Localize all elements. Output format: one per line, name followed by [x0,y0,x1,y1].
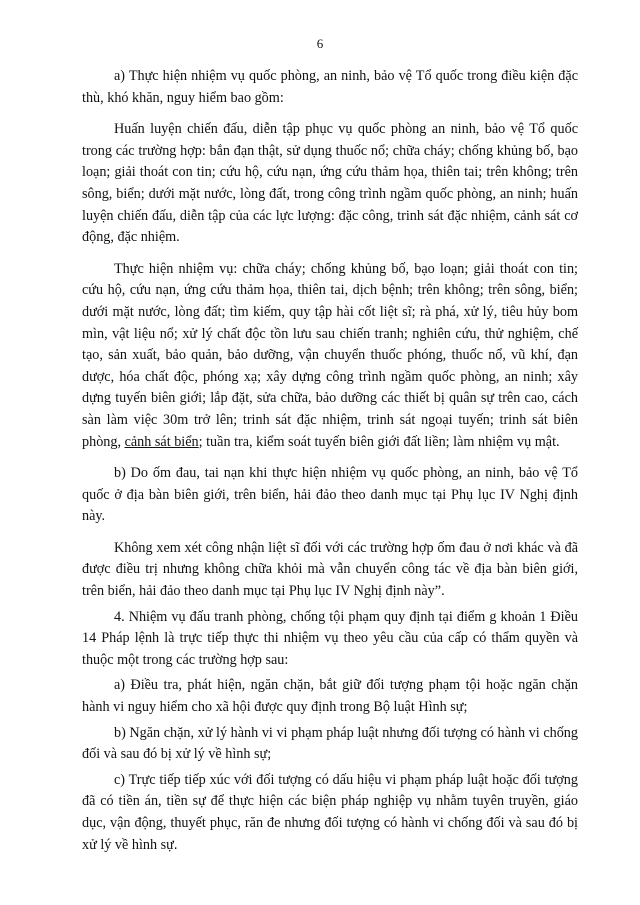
paragraph-4a-investigation: a) Điều tra, phát hiện, ngăn chặn, bắt giữ đối tượng phạm tội hoặc ngăn chặn hành vi nguy hiểm cho xã hội được quy định trong Bộ luật Hình sự; [82,677,578,716]
paragraph-a-defense-tasks: a) Thực hiện nhiệm vụ quốc phòng, an ninh, bảo vệ Tổ quốc trong điều kiện đặc thù, khó khăn, nguy hiểm bao gồm: [82,68,578,106]
document-body [82,66,578,856]
mission-list-text-after: ; tuần tra, kiểm soát tuyến biên giới đất liền; làm nhiệm vụ mật. [198,433,560,450]
page-number: 6 [316,36,324,51]
paragraph-4-crime-prevention: 4. Nhiệm vụ đấu tranh phòng, chống tội phạm quy định tại điểm g khoản 1 Điều 14 Pháp lệnh là trực tiếp thực thi nhiệm vụ theo yêu cầu của cấp có thẩm quyền và thuộc một trong các trường hợp sau: [82,608,578,668]
paragraph-exclusion: Không xem xét công nhận liệt sĩ đối với các trường hợp ốm đau ở nơi khác và đã được điều trị nhưng không chữa khỏi mà vẫn chuyển công tác về địa bàn biên giới, trên biển, hải đảo theo danh mục tại Phụ lục IV Nghị định này”. [82,539,578,600]
mission-list-text-before: Thực hiện nhiệm vụ: chữa cháy; chống khủng bố, bạo loạn; giải thoát con tin; cứu hộ, cứu nạn, ứng cứu thảm họa, thiên tai, dịch bệnh; trên không; trên sông, biển; dưới mặt nước, lòng đất; tìm kiếm, quy tập hài cốt liệt sĩ; rà phá, xử lý, tiêu hủy bom mìn, vật liệu nổ; xử lý chất độc tồn lưu sau chiến tranh; nghiên cứu, thử nghiệm, chế tạo, sản xuất, bảo quản, bảo dưỡng, vận chuyển thuốc phóng, thuốc nổ, vũ khí, đạn dược, hóa chất độc, phóng xạ; xây dựng công trình ngầm quốc phòng, an ninh; xây dựng tuyến biên giới; lắp đặt, sửa chữa, bảo dưỡng các thiết bị quân sự trên cao, cách sàn làm việc 30m trở lên; trinh sát đặc nhiệm, trinh sát ngoại tuyến; trinh sát biên phòng, [82,260,578,450]
paragraph-mission-list [82,259,578,453]
paragraph-4b-prevention: b) Ngăn chặn, xử lý hành vi vi phạm pháp luật nhưng đối tượng có hành vi chống đối và sau đó bị xử lý về hình sự; [82,724,578,763]
coast-guard-underlined: cảnh sát biển [124,433,199,450]
paragraph-combat-training: Huấn luyện chiến đấu, diễn tập phục vụ quốc phòng an ninh, bảo vệ Tổ quốc trong các trường hợp: bắn đạn thật, sử dụng thuốc nổ; chữa cháy; chống khủng bố, bạo loạn; giải thoát con tin; cứu hộ, cứu nạn, ứng cứu thảm họa, thiên tai; trên không; trên sông, biển; dưới mặt nước, lòng đất, trong công trình ngầm quốc phòng, an ninh; huấn luyện chiến đấu, diễn tập của các lực lượng: đặc công, trinh sát đặc nhiệm, cảnh sát cơ động, đặc nhiệm. [82,121,578,246]
paragraph-4c-direct-contact: c) Trực tiếp tiếp xúc với đối tượng có dấu hiệu vi phạm pháp luật hoặc đối tượng đã có tiền án, tiền sự để thực hiện các biện pháp nghiệp vụ nhằm tuyên truyền, giáo dục, vận động, thuyết phục, răn đe nhưng đối tượng có hành vi chống đối và sau đó bị xử lý về hình sự. [82,771,578,853]
paragraph-b-illness-accident: b) Do ốm đau, tai nạn khi thực hiện nhiệm vụ quốc phòng, an ninh, bảo vệ Tổ quốc ở địa bàn biên giới, trên biển, hải đảo theo danh mục tại Phụ lục IV Nghị định này. [82,465,578,525]
